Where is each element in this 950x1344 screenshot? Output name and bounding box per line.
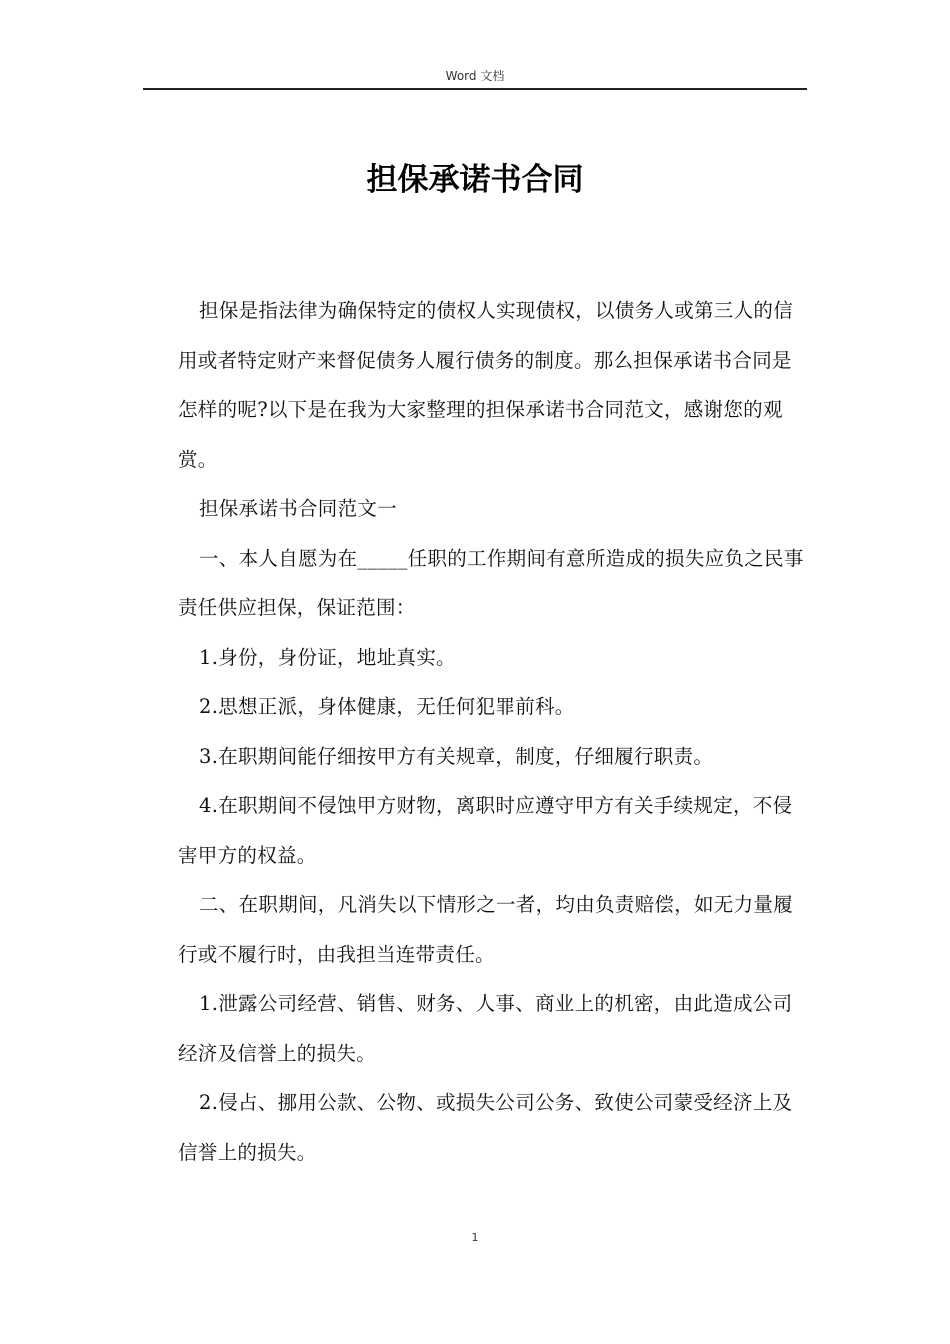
paragraph-item-2-1: 1.泄露公司经营、销售、财务、人事、商业上的机密，由此造成公司经济及信誉上的损失。 (178, 992, 793, 1065)
paragraph-section-heading: 担保承诺书合同范文一 (199, 497, 398, 520)
paragraph-item-1-2: 2.思想正派，身体健康，无任何犯罪前科。 (199, 695, 575, 718)
paragraph-item-1-4: 4.在职期间不侵蚀甲方财物，离职时应遵守甲方有关手续规定，不侵害甲方的权益。 (178, 794, 793, 867)
paragraph-clause-2: 二、在职期间，凡消失以下情形之一者，均由负责赔偿，如无力量履行或不履行时，由我担当连带责任。 (178, 893, 794, 966)
document-title: 担保承诺书合同 (366, 162, 584, 198)
paragraph-item-1-3: 3.在职期间能仔细按甲方有关规章，制度，仔细履行职责。 (199, 744, 714, 768)
paragraph-item-2-2: 2.侵占、挪用公款、公物、或损失公司公务、致使公司蒙受经济上及信誉上的损失。 (178, 1091, 793, 1164)
paragraph-item-1-1: 1.身份，身份证，地址真实。 (199, 645, 456, 669)
page-header: Word 文档 (143, 66, 807, 90)
page-number: 1 (471, 1231, 479, 1244)
paragraph-intro: 担保是指法律为确保特定的债权人实现债权，以债务人或第三人的信用或者特定财产来督促债务人履行债务的制度。那么担保承诺书合同是怎样的呢?以下是在我为大家整理的担保承诺书合同范文，感谢您的观赏。 (178, 299, 794, 471)
document-body (178, 286, 804, 1177)
paragraph-clause-1: 一、本人自愿为在_____任职的工作期间有意所造成的损失应负之民事责任供应担保，保证范围： (178, 546, 804, 619)
